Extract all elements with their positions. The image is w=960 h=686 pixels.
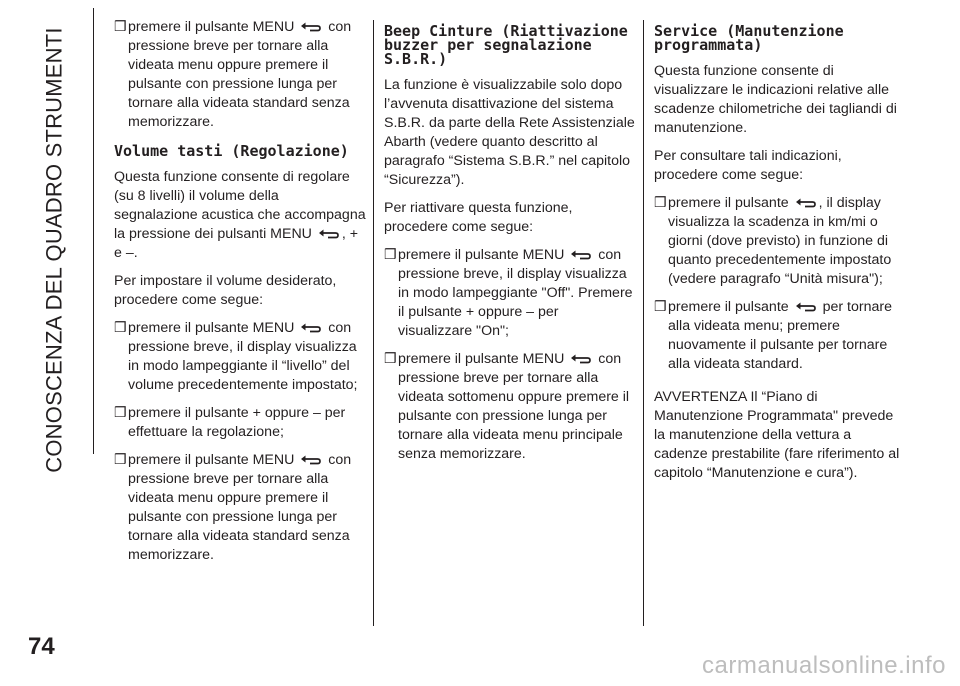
column-divider-2 [643, 20, 644, 626]
bullet-marker: ❒ [654, 195, 667, 211]
bullet-marker: ❒ [114, 452, 127, 468]
section-heading: Service (Manutenzione programmata) [654, 22, 844, 54]
section-heading: Beep Cinture (Riattivazione buzzer per segnalazione S.B.R.) [384, 22, 628, 68]
paragraph: Questa funzione consente di visualizzare le indicazioni relative alle scadenze chilometriche dei tagliandi di manutenzione. [654, 63, 897, 136]
paragraph: Per consultare tali indicazioni, procedere come segue: [654, 148, 842, 183]
menu-return-icon [795, 300, 817, 312]
section-heading: Volume tasti (Regolazione) [114, 142, 349, 160]
paragraph: Per impostare il volume desiderato, procedere come segue: [114, 273, 337, 308]
page-number: 74 [28, 633, 55, 660]
watermark: carmanualsonline.info [702, 652, 946, 679]
bullet-marker: ❒ [384, 351, 397, 367]
gutter-divider [93, 8, 94, 454]
bullet-item: ❒ premere il pulsante , il display visualizza la scadenza in km/mi o giorni (dove previsto) in funzione di quanto precedentemente impostato (vedere paragrafo “Unità misura"); [654, 195, 892, 287]
bullet-marker: ❒ [114, 320, 127, 336]
column-3 [654, 18, 906, 492]
menu-return-icon [795, 196, 817, 208]
bullet-item: ❒ premere il pulsante MENU con pressione breve per tornare alla videata menu oppure premere il pulsante con pressione lunga per tornare alla videata standard senza memorizzare. [114, 19, 352, 130]
column-divider-1 [373, 20, 374, 626]
paragraph: La funzione è visualizzabile solo dopo l’avvenuta disattivazione del sistema S.B.R. da parte della Rete Assistenziale Abarth (vedere quanto descritto al paragrafo “Sistema S.B.R.” nel capitolo “Sicurezza”). [384, 77, 635, 188]
bullet-item: ❒ premere il pulsante MENU con pressione breve, il display visualizza in modo lampeggiante "Off". Premere il pulsante + oppure – per visualizzare "On"; [384, 247, 633, 339]
bullet-item: ❒ premere il pulsante MENU con pressione breve per tornare alla videata sottomenu oppure premere il pulsante con pressione lunga per tornare alla videata menu principale senza memorizzare. [384, 351, 630, 462]
paragraph: Per riattivare questa funzione, procedere come segue: [384, 200, 573, 235]
bullet-marker: ❒ [654, 299, 667, 315]
paragraph: Questa funzione consente di regolare (su 8 livelli) il volume della segnalazione acustica che accompagna la pressione dei pulsanti MENU , + e –. [114, 169, 366, 261]
column-1 [114, 18, 366, 574]
bullet-marker: ❒ [384, 247, 397, 263]
menu-return-icon [318, 227, 340, 239]
menu-return-icon [570, 352, 592, 364]
menu-return-icon [300, 20, 322, 32]
bullet-item: ❒ premere il pulsante + oppure – per effettuare la regolazione; [114, 405, 346, 440]
bullet-item: ❒ premere il pulsante per tornare alla videata menu; premere nuovamente il pulsante per tornare alla videata standard. [654, 299, 892, 372]
section-title-vertical: CONOSCENZA DEL QUADRO STRUMENTI [42, 27, 67, 473]
menu-return-icon [300, 321, 322, 333]
warning-paragraph: AVVERTENZA Il “Piano di Manutenzione Programmata" prevede la manutenzione della vettura a cadenze prestabilite (fare riferimento al capitolo “Manutenzione e cura”). [654, 389, 900, 481]
bullet-item: ❒ premere il pulsante MENU con pressione breve per tornare alla videata menu oppure premere il pulsante con pressione lunga per tornare alla videata standard senza memorizzare. [114, 452, 352, 563]
bullet-item: ❒ premere il pulsante MENU con pressione breve, il display visualizza in modo lampeggiante il “livello” del volume precedentemente impostato; [114, 320, 358, 393]
bullet-marker: ❒ [114, 405, 127, 421]
bullet-marker: ❒ [114, 19, 127, 35]
menu-return-icon [570, 248, 592, 260]
column-2 [384, 18, 636, 473]
menu-return-icon [300, 453, 322, 465]
